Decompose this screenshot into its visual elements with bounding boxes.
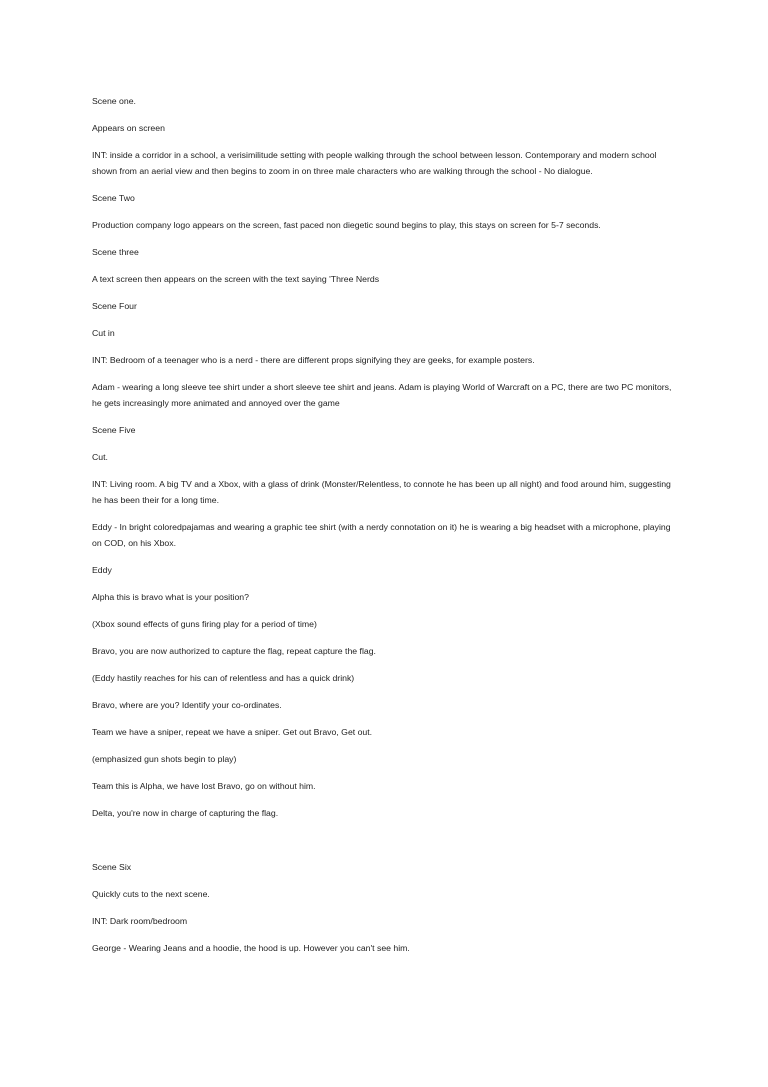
dialogue-line: Bravo, where are you? Identify your co-ordinates. — [92, 700, 282, 710]
dialogue-line: Team we have a sniper, repeat we have a sniper. Get out Bravo, Get out. — [92, 727, 373, 737]
direction-text: Cut in — [92, 328, 115, 338]
setting-description: INT: Living room. A big TV and a Xbox, with a glass of drink (Monster/Relentless, to connote he has been up all night) and food around him, suggesting he has been their for a long time. — [92, 479, 671, 505]
setting-description: INT: inside a corridor in a school, a verisimilitude setting with people walking through the school between lesson. Contemporary and modern school shown from an aerial view and then begins to zoom in on three male characters who are walking through the school - No dialogue. — [92, 150, 657, 176]
character-description: Adam - wearing a long sleeve tee shirt under a short sleeve tee shirt and jeans. Adam is playing World of Warcraft on a PC, there are two PC monitors, he gets increasingly more animated and annoyed over the game — [92, 382, 672, 408]
direction-text: Cut. — [92, 452, 108, 462]
scene-heading: Scene Six — [92, 862, 132, 872]
dialogue-line: Alpha this is bravo what is your position? — [92, 592, 249, 602]
scene-heading: Scene Two — [92, 193, 135, 203]
script-body — [92, 93, 672, 967]
dialogue-line: Delta, you're now in charge of capturing the flag. — [92, 808, 279, 818]
scene-heading: Scene three — [92, 247, 139, 257]
sound-direction: (Xbox sound effects of guns firing play for a period of time) — [92, 619, 317, 629]
character-description: Eddy - In bright coloredpajamas and wearing a graphic tee shirt (with a nerdy connotation on it) he is wearing a big headset with a microphone, playing on COD, on his Xbox. — [92, 522, 671, 548]
dialogue-line: Bravo, you are now authorized to capture the flag, repeat capture the flag. — [92, 646, 376, 656]
action-direction: (Eddy hastily reaches for his can of relentless and has a quick drink) — [92, 673, 355, 683]
dialogue-line: Team this is Alpha, we have lost Bravo, go on without him. — [92, 781, 316, 791]
paragraph-gap — [92, 832, 672, 859]
character-name: Eddy — [92, 565, 112, 575]
setting-description: INT: Dark room/bedroom — [92, 916, 188, 926]
direction-text: Quickly cuts to the next scene. — [92, 889, 210, 899]
direction-text: Appears on screen — [92, 123, 165, 133]
direction-text: Production company logo appears on the screen, fast paced non diegetic sound begins to play, this stays on screen for 5-7 seconds. — [92, 220, 601, 230]
setting-description: INT: Bedroom of a teenager who is a nerd - there are different props signifying they are geeks, for example posters. — [92, 355, 535, 365]
scene-heading: Scene Five — [92, 425, 136, 435]
sound-direction: (emphasized gun shots begin to play) — [92, 754, 237, 764]
character-description: George - Wearing Jeans and a hoodie, the hood is up. However you can't see him. — [92, 943, 410, 953]
scene-heading: Scene one. — [92, 96, 136, 106]
scene-heading: Scene Four — [92, 301, 137, 311]
direction-text: A text screen then appears on the screen with the text saying 'Three Nerds — [92, 274, 380, 284]
